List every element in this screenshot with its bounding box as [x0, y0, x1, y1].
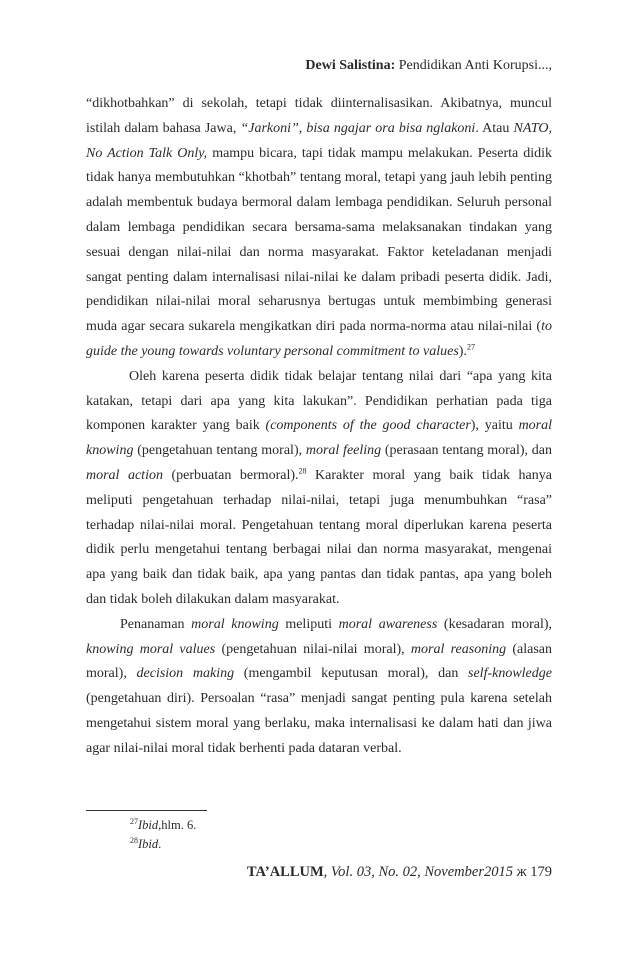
footnote-text: .: [158, 837, 162, 851]
footnotes: [130, 816, 196, 854]
italic-run: “Jarkoni”, bisa ngajar ora bisa nglakoni: [240, 120, 476, 136]
running-header: [305, 58, 552, 74]
text-run: ).: [458, 343, 467, 359]
text-run: (perasaan tentang moral), dan: [381, 443, 552, 459]
footnote-28: [130, 835, 196, 854]
footer-separator: ,: [323, 864, 331, 880]
paragraph-3: [86, 613, 552, 762]
text-run: Oleh karena peserta didik tidak belajar tentang nilai dari “apa yang kita katakan, tetapi dari apa yang kita lakukan”. Pendidikan perhatian pada tiga komponen karakter yang baik: [86, 368, 552, 434]
text-run: “dikhotbahkan” di sekolah, tetapi tidak diinternalisasikan. Akibatnya, muncul istilah dalam bahasa Jawa,: [86, 96, 552, 136]
article-body: [86, 92, 552, 762]
journal-issue: Vol. 03, No. 02, November2015: [330, 864, 513, 880]
italic-run: (components of the good character: [265, 418, 471, 434]
italic-run: knowing moral values: [86, 641, 216, 657]
footnote-ibid: Ibid: [138, 837, 159, 851]
italic-run: moral reasoning: [410, 641, 507, 657]
italic-run: moral awareness: [338, 616, 438, 632]
journal-name: TA’ALLUM: [246, 864, 324, 880]
text-run: Karakter moral yang baik tidak hanya meliputi pengetahuan terhadap nilai-nilai, tetapi juga menumbuhkan “rasa” terhadap nilai-nilai moral. Pengetahuan tentang moral diperlukan karena peserta didik perlu mengetahui tentang berbagai nilai dan norma masyarakat, mengenai apa yang baik dan tidak baik, apa yang pantas dan tidak pantas, apa yang boleh dan tidak boleh dilakukan dalam masyarakat.: [86, 467, 552, 607]
footnote-ref-28[interactable]: 28: [298, 466, 307, 476]
running-footer: [247, 864, 552, 881]
paragraph-1: [86, 92, 552, 365]
footnote-divider: [86, 810, 207, 811]
text-run: . Atau: [475, 120, 514, 136]
header-author: Dewi Salistina:: [305, 58, 396, 73]
text-run: (pengetahuan nilai-nilai moral),: [215, 641, 411, 657]
text-run: (alasan moral),: [86, 641, 552, 682]
paragraph-2: [86, 365, 552, 613]
text-run: ), yaitu: [470, 418, 519, 434]
page-number: ж 179: [512, 864, 552, 880]
italic-run: moral knowing: [191, 616, 279, 632]
footnote-number: 27: [130, 816, 138, 826]
text-run: (mengambil keputusan moral), dan: [234, 666, 469, 682]
text-run: meliputi: [278, 616, 339, 632]
italic-run: moral action: [86, 467, 163, 483]
footnote-27: [130, 816, 196, 835]
text-run: Penanaman: [120, 616, 192, 632]
italic-run: to guide the young towards voluntary personal commitment to values: [86, 319, 552, 359]
text-run: (pengetahuan tentang moral),: [133, 443, 306, 459]
italic-run: self-knowledge: [468, 666, 552, 682]
footnote-ref-27[interactable]: 27: [466, 342, 475, 352]
text-run: mampu bicara, tapi tidak mampu melakukan. Peserta didik tidak hanya membutuhkan “khotbah” tentang moral, tetapi yang jauh lebih penting adalah membentuk budaya bermoral dalam lembaga pendidikan. Seluruh personal dalam lembaga pendidikan secara bersama-sama melaksanakan tindakan yang sesuai dengan nilai-nilai dan norma masyarakat. Faktor keteladanan menjadi sangat penting dalam internalisasi nilai-nilai ke dalam pribadi peserta didik. Jadi, pendidikan nilai-nilai moral seharusnya bertugas untuk membimbing generasi muda agar secara sukarela mengikatkan diri pada norma-norma atau nilai-nilai (: [86, 145, 552, 335]
italic-run: moral feeling: [305, 443, 382, 459]
text-run: (kesadaran moral),: [437, 616, 553, 632]
footnote-number: 28: [130, 835, 138, 845]
footnote-text: ,hlm. 6.: [158, 818, 197, 832]
footnote-ibid: Ibid: [138, 818, 159, 832]
italic-run: decision making: [136, 666, 235, 682]
header-title: Pendidikan Anti Korupsi...,: [395, 58, 552, 73]
italic-run: moral knowing: [86, 418, 553, 459]
text-run: (pengetahuan diri). Persoalan “rasa” menjadi sangat penting pula karena setelah mengetahui sistem moral yang berlaku, maka internalisasi ke dalam hati dan jiwa agar nilai-nilai moral tidak berhenti pada dataran verbal.: [86, 691, 552, 756]
italic-run: NATO, No Action Talk Only,: [86, 120, 552, 161]
text-run: (perbuatan bermoral).: [162, 467, 299, 483]
